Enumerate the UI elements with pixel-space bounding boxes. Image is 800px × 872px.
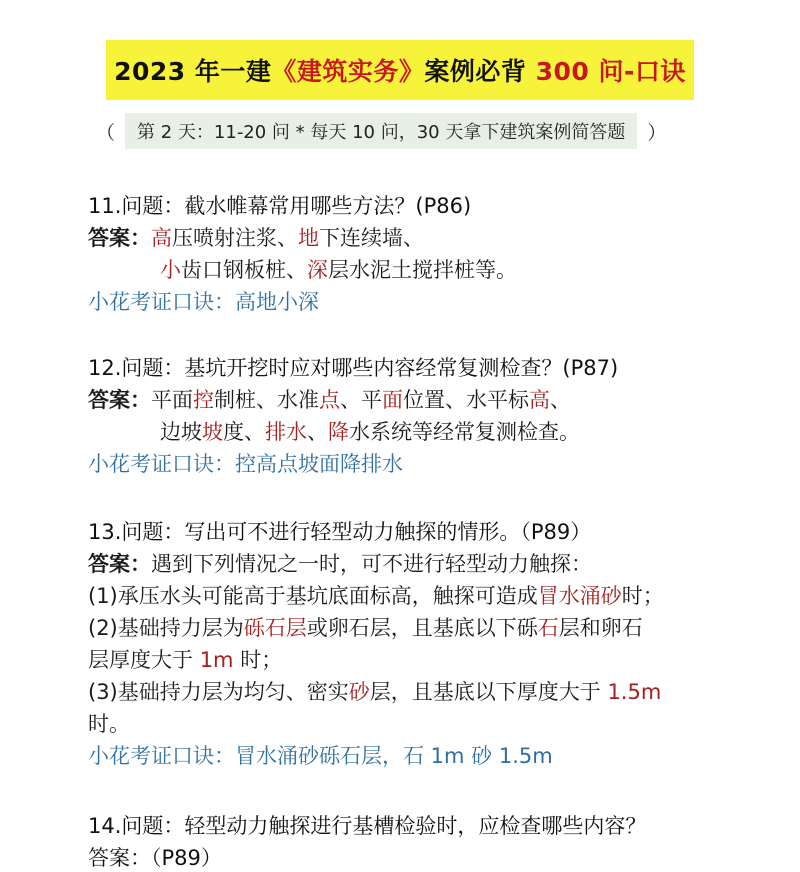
subtitle [96,113,666,149]
answer-line [88,676,664,708]
answer-line [88,644,664,676]
answer-label: 答案： [88,388,151,412]
page-title [106,40,694,100]
question-14 [88,810,646,842]
answer-text: 压喷射注浆、 [172,226,298,250]
title-banner [0,40,800,100]
answer-text: 遇到下列情况之一时，可不进行轻型动力触探： [151,552,592,576]
answer-text: (2)基础持力层为 [88,616,244,640]
title-part: 2023 年一建 [114,57,272,86]
answer-text: 、 [550,388,571,412]
answer-text: 层厚度大于 [88,648,200,672]
question-text: 14.问题：轻型动力触探进行基槽检验时，应检查哪些内容？ [88,814,647,838]
answer-text: 齿口钢板桩、 [181,258,307,282]
answer-text: 制桩、水准 [214,388,319,412]
answer-text: 或卵石层，且基底以下砾 [306,616,538,640]
key-char: 砾石层 [243,616,307,640]
question-text: 12.问题：基坑开挖时应对哪些内容经常复测检查？(P87) [88,356,619,380]
key-char: 高 [529,388,550,412]
answer-text: (1)承压水头可能高于基坑底面标高，触探可造成 [88,584,538,608]
key-char: 坡 [202,420,223,444]
key-char: 点 [319,388,340,412]
answer-line [88,254,517,286]
key-char: 高 [151,226,172,250]
question-13 [88,516,664,772]
key-char: 排水 [265,420,307,444]
answer-line [88,416,618,448]
answer-text: 时； [621,584,664,608]
answer-line [88,548,664,580]
subtitle-open-paren: （ [96,121,116,144]
mnemonic: 小花考证口诀：冒水涌砂砾石层，石 1m 砂 1.5m [88,744,553,768]
title-count: 300 问 [535,57,624,86]
question-11 [88,190,517,318]
answer-text: (3)基础持力层为均匀、密实 [88,680,349,704]
answer-label: 答案： [88,226,151,250]
answer-text: 下连续墙、 [319,226,424,250]
answer-text: 、平 [340,388,382,412]
key-char: 小 [160,258,181,282]
title-koujue: 口诀 [634,57,686,86]
answer-label: 答案： [88,552,151,576]
title-dash: - [624,57,635,86]
answer-text: 层水泥土搅拌桩等。 [328,258,517,282]
answer-text: 边坡 [160,420,202,444]
question-text: 11.问题：截水帷幕常用哪些方法？(P86) [88,194,472,218]
answer-line [88,384,618,416]
mnemonic: 小花考证口诀：高地小深 [88,290,319,314]
answer-text: 层和卵石 [558,616,643,640]
subtitle-text: 第 2 天：11-20 问 * 每天 10 问，30 天拿下建筑案例简答题 [125,113,637,149]
answer-text: 层，且基底以下厚度大于 [369,680,608,704]
answer-text: 度、 [223,420,265,444]
title-part: 案例必背 [424,57,536,86]
key-char: 1m [199,648,234,672]
title-book: 《建筑实务》 [271,57,425,86]
question-12 [88,352,618,480]
answer-text: 时。 [88,712,130,736]
answer-text: 时； [233,648,283,672]
answer-line [88,612,664,644]
answer-text: 平面 [151,388,193,412]
key-char: 控 [193,388,214,412]
answer-line [88,580,664,612]
key-char: 砂 [348,680,370,704]
key-char: 石 [537,616,559,640]
key-char: 冒水涌砂 [537,584,622,608]
answer-text: 、 [307,420,328,444]
key-char: 降 [328,420,349,444]
answer-text: 水系统等经常复测检查。 [349,420,580,444]
key-char: 深 [307,258,328,282]
subtitle-close-paren: ） [647,121,667,144]
question-text: 13.问题：写出可不进行轻型动力触探的情形。（P89） [88,520,592,544]
mnemonic: 小花考证口诀：控高点坡面降排水 [88,452,403,476]
answer-text: 位置、水平标 [403,388,529,412]
cut-off-answer-line: 答案：（P89） [88,846,222,870]
answer-line [88,222,517,254]
key-char: 地 [298,226,319,250]
key-char: 面 [382,388,403,412]
key-char: 1.5m [607,680,662,704]
